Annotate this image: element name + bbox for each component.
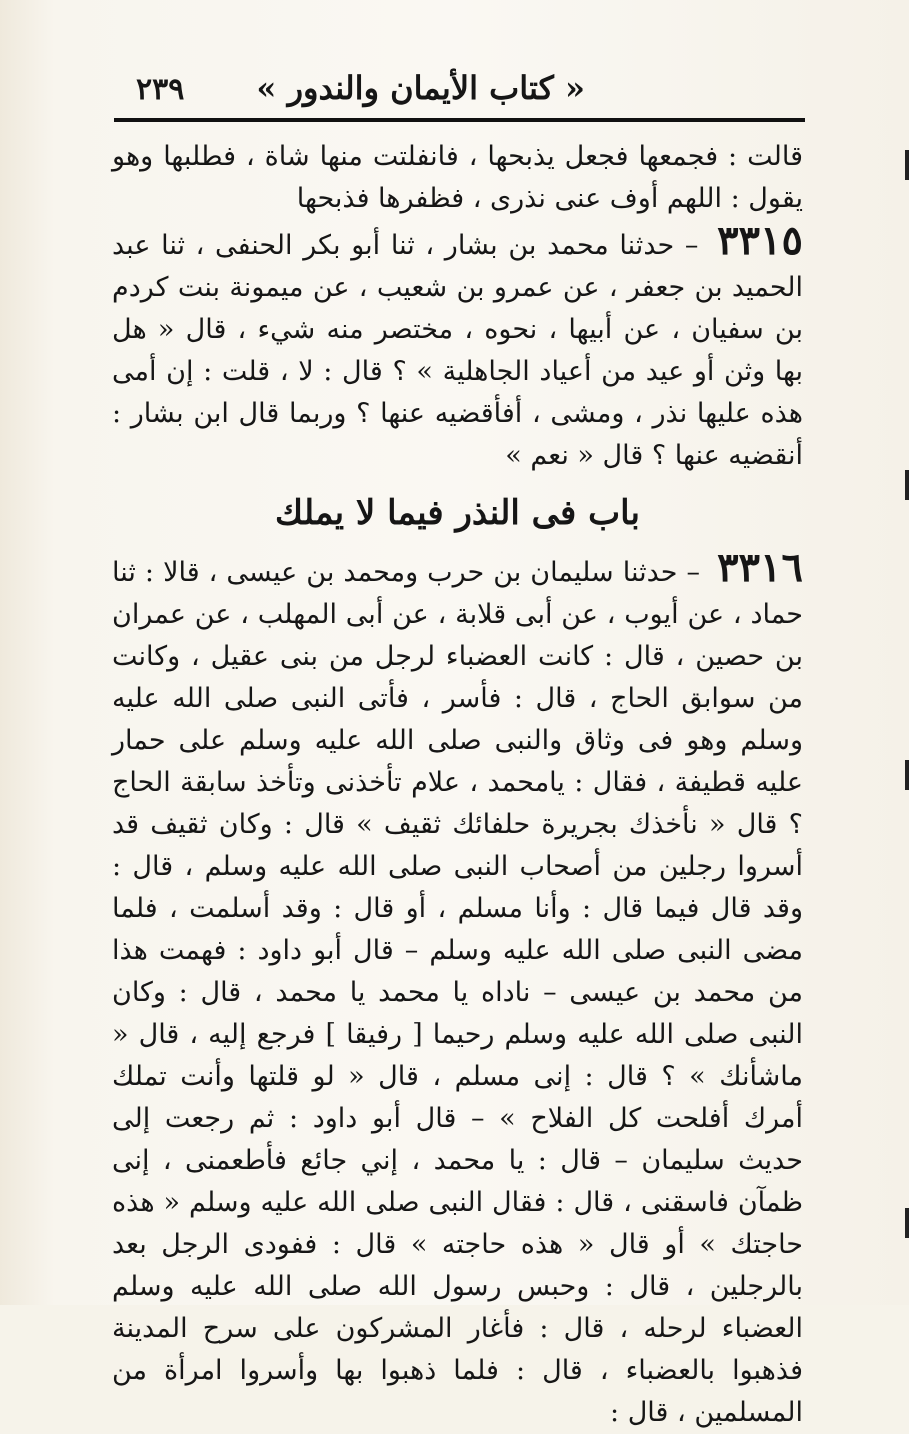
section-title: باب فى النذر فيما لا يملك bbox=[275, 493, 640, 533]
hadith-text: – حدثنا سليمان بن حرب ومحمد بن عيسى ، قالا : ثنا حماد ، عن أيوب ، عن أبى قلابة ، عن أبى المهلب ، عن عمران بن حصين ، قال : كانت العضباء لرجل من بنى عقيل ، وكانت من سوابق الحاج ، قال : فأسر ، فأتى النبى صلى الله عليه وسلم وهو فى وثاق والنبى صلى الله عليه وسلم على حمار عليه قطيفة ، فقال : يامحمد ، علام تأخذنى وتأخذ سابقة الحاج ؟ قال « نأخذك بجريرة حلفائك ثقيف » قال : وكان ثقيف قد أسروا رجلين من أصحاب النبى صلى الله عليه وسلم ، قال : وقد قال فيما قال : وأنا مسلم ، أو قال : وقد أسلمت ، فلما مضى النبى صلى الله عليه وسلم – قال أبو داود : فهمت هذا من محمد بن عيسى – ناداه يا محمد يا محمد ، قال : وكان النبى صلى الله عليه وسلم رحيما [ رفيقا ] فرجع إليه ، قال « ماشأنك » ؟ قال : إنى مسلم ، قال « لو قلتها وأنت تملك أمرك أفلحت كل الفلاح » – قال أبو داود : ثم رجعت إلى حديث سليمان – قال : يا محمد ، إني جائع فأطعمنى ، إنى ظمآن فاسقنى ، قال : فقال النبى صلى الله عليه وسلم « هذه حاجتك » أو قال « هذه حاجته » قال : ففودى الرجل بعد بالرجلين ، قال : وحبس رسول الله صلى الله عليه وسلم العضباء لرحله ، قال : فأغار المشركون على سرح المدينة فذهبوا بالعضباء ، قال : فلما ذهبوا بها وأسروا امرأة من المسلمين ، قال : bbox=[112, 557, 803, 1428]
edge-mark bbox=[905, 1208, 909, 1238]
running-title: « كتاب الأيمان والندور » bbox=[256, 69, 585, 107]
hadith-3315 bbox=[112, 217, 803, 477]
page-number: ٢٣٩ bbox=[136, 72, 185, 107]
edge-mark bbox=[905, 470, 909, 500]
edge-mark bbox=[905, 150, 909, 180]
edge-mark bbox=[905, 760, 909, 790]
page-header bbox=[104, 68, 805, 116]
hadith-text: – حدثنا محمد بن بشار ، ثنا أبو بكر الحنفى ، ثنا عبد الحميد بن جعفر ، عن عمرو بن شعيب ، عن ميمونة بنت كردم بن سفيان ، عن أبيها ، نحوه ، مختصر منه شيء ، قال « هل بها وثن أو عيد من أعياد الجاهلية » ؟ قال : لا ، قلت : إن أمى هذه عليها نذر ، ومشى ، أفأقضيه عنها ؟ وربما قال ابن بشار : أنقضيه عنها ؟ قال « نعم » bbox=[112, 230, 803, 471]
paragraph-intro: قالت : فجمعها فجعل يذبحها ، فانفلتت منها شاة ، فطلبها وهو يقول : اللهم أوف عنى نذرى ، فظفرها فذبحها bbox=[112, 141, 803, 214]
hadith-number: ٣٣١٥ bbox=[717, 217, 803, 264]
hadith-3316 bbox=[112, 544, 803, 1434]
hadith-number: ٣٣١٦ bbox=[717, 544, 803, 591]
header-rule bbox=[114, 118, 805, 122]
page-content bbox=[112, 136, 803, 1434]
